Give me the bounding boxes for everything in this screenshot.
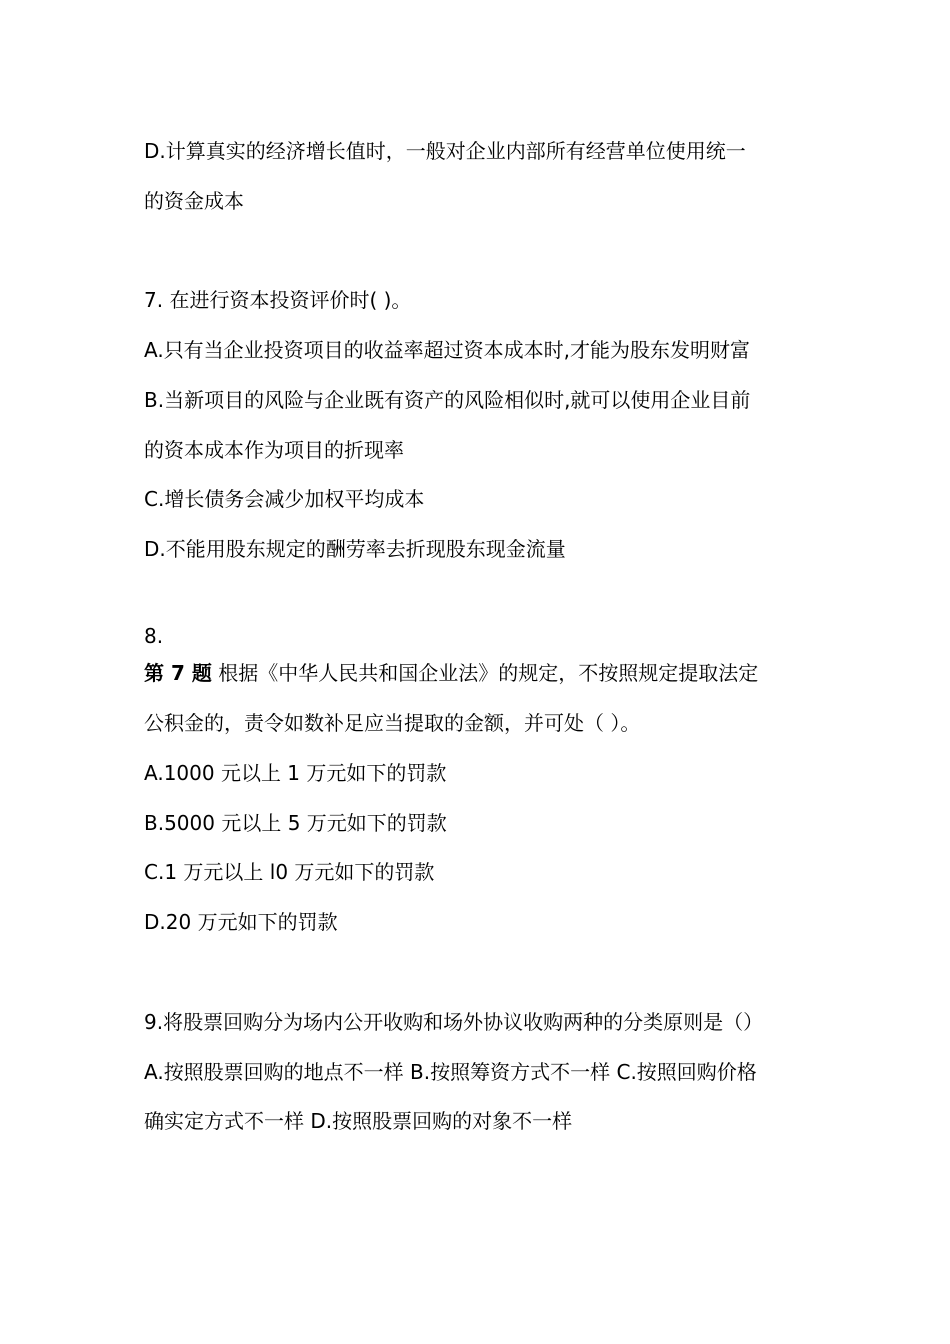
q9-options-line2: 确实定方式不一样 D.按照股票回购的对象不一样 — [144, 1109, 573, 1133]
q7-option-c: C.增长债务会减少加权平均成本 — [144, 487, 425, 511]
q6-option-d-line1: D.计算真实的经济增长值时，一般对企业内部所有经营单位使用统一 — [144, 139, 746, 163]
q7-stem: 7. 在进行资本投资评价时( )。 — [144, 288, 412, 312]
q7-option-b-line1: B.当新项目的风险与企业既有资产的风险相似时,就可以使用企业目前 — [144, 388, 751, 412]
q8-stem-text: 根据《中华人民共和国企业法》的规定，不按照规定提取法定 — [211, 661, 759, 685]
q8-option-a: A.1000 元以上 1 万元如下的罚款 — [144, 761, 447, 785]
q9-stem: 9.将股票回购分为场内公开收购和场外协议收购两种的分类原则是（） — [144, 1010, 764, 1034]
q8-label: 第 7 题 — [144, 661, 212, 685]
q8-stem-line2: 公积金的，责令如数补足应当提取的金额，并可处（ ）。 — [144, 711, 641, 735]
q7-option-a: A.只有当企业投资项目的收益率超过资本成本时,才能为股东发明财富 — [144, 338, 751, 362]
q8-option-b: B.5000 元以上 5 万元如下的罚款 — [144, 811, 447, 835]
q8-option-d: D.20 万元如下的罚款 — [144, 910, 338, 934]
q7-option-b-line2: 的资本成本作为项目的折现率 — [144, 438, 404, 462]
q8-stem-line1 — [144, 659, 824, 687]
q7-option-d: D.不能用股东规定的酬劳率去折现股东现金流量 — [144, 537, 566, 561]
q8-number: 8. — [144, 624, 164, 648]
q8-option-c: C.1 万元以上 l0 万元如下的罚款 — [144, 860, 435, 884]
q9-options-line1: A.按照股票回购的地点不一样 B.按照筹资方式不一样 C.按照回购价格 — [144, 1060, 757, 1084]
q6-option-d-line2: 的资金成本 — [144, 189, 244, 213]
